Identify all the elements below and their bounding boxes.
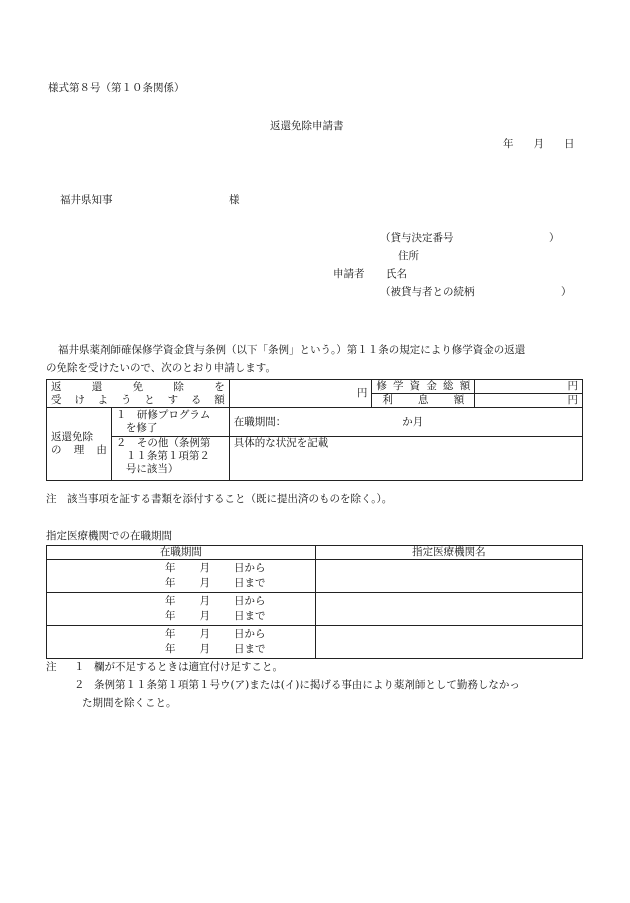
form-number: 様式第８号（第１０条関係）: [48, 82, 185, 94]
exemption-amount-label-line1: 返 還 免 除 を: [51, 380, 225, 393]
addressee-honorific: 様: [229, 194, 240, 206]
date-day: 日: [564, 138, 575, 150]
employment-period-cell[interactable]: [47, 626, 316, 659]
note-item2-line2: た期間を除くこと。: [82, 697, 177, 709]
relationship-open: （被貸与者との続柄: [380, 286, 475, 298]
employment-institution-cell[interactable]: [315, 560, 582, 593]
date-line: [503, 139, 575, 150]
date-year: 年: [503, 138, 514, 150]
employment-period-cell[interactable]: [47, 560, 316, 593]
employment-institution-cell[interactable]: [315, 626, 582, 659]
exemption-amount-value[interactable]: [229, 380, 372, 408]
employment-section-title: 指定医療機関での在職期間: [46, 530, 172, 542]
loan-number-open: （貸与決定番号: [380, 232, 454, 244]
period-to: 年 月 日まで: [165, 577, 266, 589]
reason-label: [47, 408, 112, 481]
reason2-label: ２ その他（条例第 １１条第１項第２ 号に該当）: [111, 437, 229, 481]
reason2-detail-text: 具体的な状況を記載: [233, 437, 329, 449]
relationship-close: ）: [561, 286, 572, 298]
body-text-line2: の免除を受けたいので、次のとおり申請します。: [46, 362, 276, 374]
employment-period-cell[interactable]: [47, 593, 316, 626]
document-title: 返還免除申請書: [270, 120, 344, 132]
loan-number-close: ）: [549, 232, 560, 244]
interest-label: 利 息 額: [372, 394, 475, 408]
address-label: 住所: [398, 250, 419, 262]
period-to: 年 月 日まで: [165, 610, 266, 622]
applicant-label: 申請者: [333, 268, 365, 280]
total-loan-yen: 円: [567, 380, 578, 392]
note-attach-documents: 注 該当事項を証する書類を添付すること（既に提出済のものを除く。）。: [46, 493, 393, 505]
notes-prefix: 注: [46, 661, 57, 673]
reason-label-line1: 返還免除: [51, 431, 93, 443]
date-month: 月: [533, 138, 544, 150]
employment-months-label: 在職期間：: [233, 415, 287, 428]
interest-value[interactable]: [475, 394, 583, 408]
total-loan-value[interactable]: [475, 380, 583, 394]
reason2-detail[interactable]: [229, 437, 582, 481]
employment-header-institution: 指定医療機関名: [315, 546, 582, 560]
period-from: 年 月 日から: [165, 595, 266, 607]
months-unit: か月: [402, 415, 424, 428]
exemption-table: [46, 379, 583, 481]
total-loan-label: 修 学 資 金 総 額: [372, 380, 475, 394]
period-from: 年 月 日から: [165, 628, 266, 640]
interest-yen: 円: [567, 394, 578, 406]
note-item1: 欄が不足するときは適宜付け足すこと。: [94, 661, 283, 673]
reason1-label: １ 研修プログラム を修了: [111, 408, 229, 437]
exemption-amount-label: [47, 380, 230, 408]
note-item2-line1: 条例第１１条第１項第１号ウ(ア)または(イ)に掲げる事由により薬剤師として勤務しなかっ: [94, 679, 520, 691]
addressee-name: 福井県知事: [60, 194, 113, 206]
note-item2-number: ２: [74, 679, 85, 691]
period-from: 年 月 日から: [165, 562, 266, 574]
name-label: 氏名: [386, 268, 407, 280]
body-text-line1: 福井県薬剤師確保修学資金貸与条例（以下「条例」という。）第１１条の規定により修学資金の返還: [58, 344, 526, 356]
exemption-amount-label-line2: 受 け よ う と す る 額: [51, 393, 225, 406]
exemption-amount-yen: 円: [356, 387, 368, 399]
reason1-detail[interactable]: [229, 408, 582, 437]
employment-header-period: 在職期間: [47, 546, 316, 560]
period-to: 年 月 日まで: [165, 643, 266, 655]
employment-table: [46, 545, 583, 659]
reason-label-line2: の 理 由: [51, 444, 107, 456]
note-item1-number: １: [74, 661, 85, 673]
employment-institution-cell[interactable]: [315, 593, 582, 626]
